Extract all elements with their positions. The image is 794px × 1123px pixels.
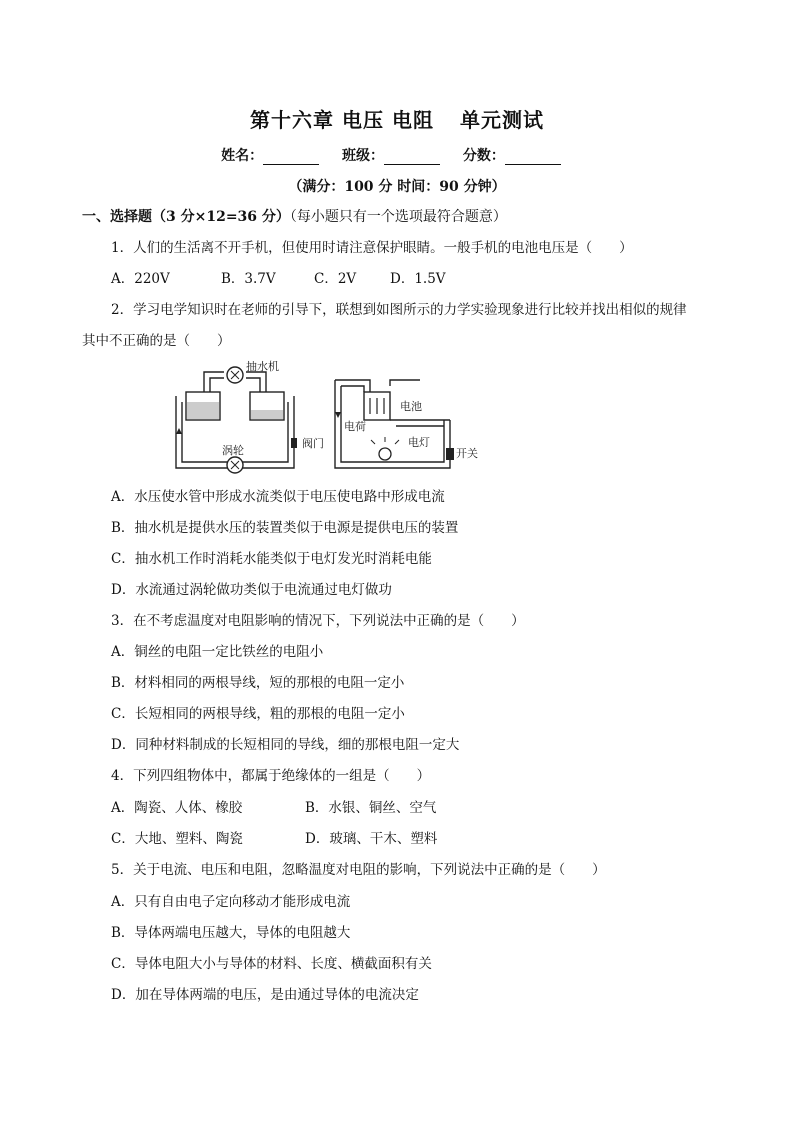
figure-label-pump: 抽水机 [246,360,279,373]
section-heading [82,206,507,226]
class-label: 班级： [342,148,384,164]
q5-option-b: B．导体两端电压越大，导体的电阻越大 [111,925,351,941]
name-label: 姓名： [221,148,264,164]
q1-option-c: C．2V [314,271,357,287]
title-test: 单元测试 [459,108,544,132]
q2-option-a: A．水压使水管中形成水流类似于电压使电路中形成电流 [111,489,445,505]
q3-stem: 3．在不考虑温度对电阻影响的情况下，下列说法中正确的是（ ） [111,613,525,629]
page-title [0,104,794,133]
q4-option-a: A．陶瓷、人体、橡胶 [111,800,243,816]
figure-label-charge: 电荷 [344,420,366,433]
q2-stem-line2: 其中不正确的是（ ） [82,333,231,349]
lamp-icon [379,448,391,460]
q1-stem: 1．人们的生活离不开手机，但使用时请注意保护眼睛。一般手机的电池电压是（ ） [111,240,633,256]
q4-stem: 4．下列四组物体中，都属于绝缘体的一组是（ ） [111,768,431,784]
switch-icon [446,448,454,460]
q3-option-d: D．同种材料制成的长短相同的导线，细的那根电阻一定大 [111,737,460,753]
figure-label-valve: 阀门 [302,437,324,450]
q5-option-a: A．只有自由电子定向移动才能形成电流 [111,894,351,910]
valve-icon [291,438,297,448]
score-blank[interactable] [505,150,561,165]
section-title: 一、选择题（3 分×12=36 分） [82,209,290,225]
exam-meta: （满分：100 分 时间：90 分钟） [288,179,506,195]
section-note: （每小题只有一个选项最符合题意） [289,209,507,225]
figure-label-battery: 电池 [400,400,422,413]
q3-option-b: B．材料相同的两根导线，短的那根的电阻一定小 [111,675,405,691]
q5-option-d: D．加在导体两端的电压，是由通过导体的电流决定 [111,987,419,1003]
score-label: 分数： [462,148,505,164]
figure-label-lamp: 电灯 [408,436,430,449]
name-blank[interactable] [263,150,319,165]
q3-option-c: C．长短相同的两根导线，粗的那根的电阻一定小 [111,706,405,722]
q4-option-d: D．玻璃、干木、塑料 [305,831,438,847]
q1-option-b: B．3.7V [221,271,276,287]
title-chapter: 第十六章 电压 电阻 [250,108,434,132]
q3-option-a: A．铜丝的电阻一定比铁丝的电阻小 [111,644,324,660]
q2-option-b: B．抽水机是提供水压的装置类似于电源是提供电压的装置 [111,520,459,536]
q5-option-c: C．导体电阻大小与导体的材料、长度、横截面积有关 [111,956,432,972]
battery-icon [370,398,384,414]
q1-option-d: D．1.5V [390,271,446,287]
q2-option-d: D．水流通过涡轮做功类似于电流通过电灯做功 [111,582,392,598]
q5-stem: 5．关于电流、电压和电阻，忽略温度对电阻的影响，下列说法中正确的是（ ） [111,862,606,878]
q4-option-b: B．水银、铜丝、空气 [305,800,437,816]
q4-option-c: C．大地、塑料、陶瓷 [111,831,243,847]
q2-stem-line1: 2．学习电学知识时在老师的引导下，联想到如图所示的力学实验现象进行比较并找出相似的规律 [111,302,687,318]
figure-label-turbine: 涡轮 [222,444,244,457]
q2-option-c: C．抽水机工作时消耗水能类似于电灯发光时消耗电能 [111,551,432,567]
q2-figure [160,358,490,480]
figure-label-switch: 开关 [456,447,478,460]
student-info-row [0,145,794,165]
class-blank[interactable] [384,150,440,165]
q1-option-a: A．220V [111,271,170,287]
